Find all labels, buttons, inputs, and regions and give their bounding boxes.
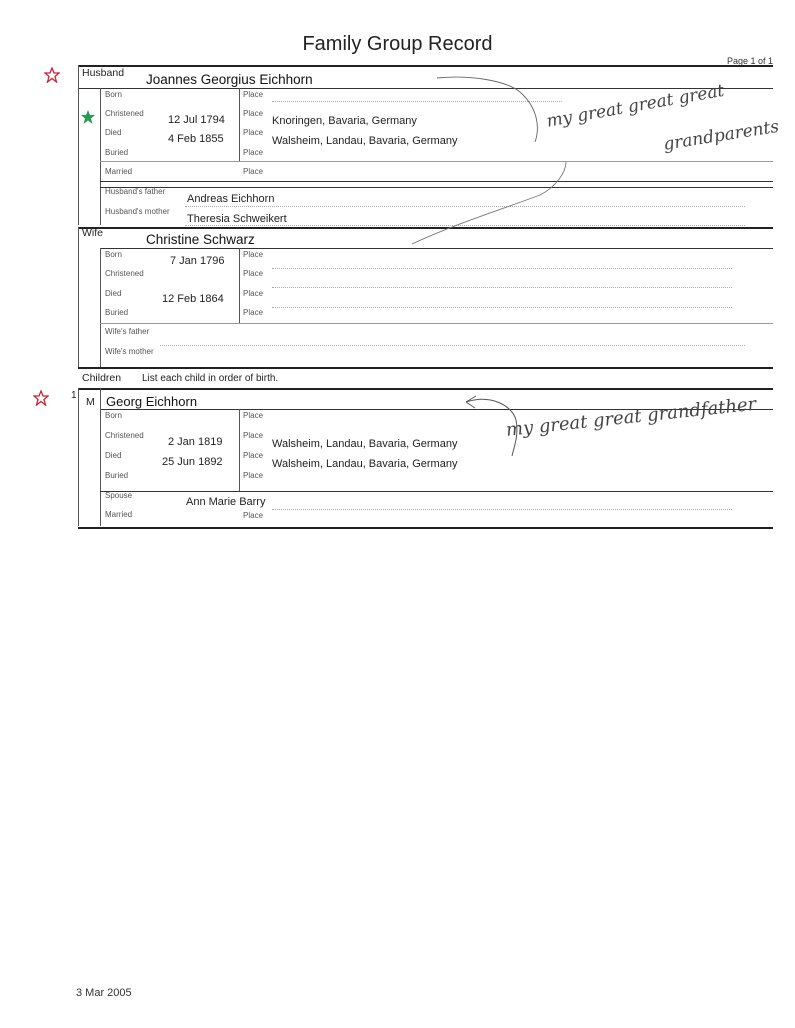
husbands-mother-label: Husband's mother xyxy=(105,207,170,216)
buried-label: Buried xyxy=(105,308,129,317)
born-label: Born xyxy=(105,250,122,259)
christened-label: Christened xyxy=(105,269,144,278)
children-instructions: List each child in order of birth. xyxy=(142,373,279,384)
place-label: Place xyxy=(243,511,264,520)
place-label: Place xyxy=(243,250,264,259)
married-label: Married xyxy=(105,510,133,519)
husband-christened-date: 12 Jul 1794 xyxy=(168,114,225,126)
buried-label: Buried xyxy=(105,471,129,480)
handwritten-note: my great great great xyxy=(545,80,726,132)
place-label: Place xyxy=(243,148,264,157)
wifes-mother-label: Wife's mother xyxy=(105,347,154,356)
place-label: Place xyxy=(243,308,264,317)
child-christened-place: Walsheim, Landau, Bavaria, Germany xyxy=(272,438,458,450)
wife-heading: Wife xyxy=(82,227,103,239)
wife-died-date: 12 Feb 1864 xyxy=(162,293,224,305)
place-label: Place xyxy=(243,451,264,460)
child-died-place: Walsheim, Landau, Bavaria, Germany xyxy=(272,458,458,470)
husband-mother-name: Theresia Schweikert xyxy=(187,213,287,225)
place-label: Place xyxy=(243,109,264,118)
wife-born-date: 7 Jan 1796 xyxy=(170,255,225,267)
child-name: Georg Eichhorn xyxy=(106,394,198,409)
place-label: Place xyxy=(243,289,264,298)
husband-father-name: Andreas Eichhorn xyxy=(187,193,275,205)
place-label: Place xyxy=(243,90,264,99)
place-label: Place xyxy=(243,269,264,278)
child-died-date: 25 Jun 1892 xyxy=(162,456,223,468)
children-heading: Children xyxy=(82,372,122,384)
child-sex: M xyxy=(86,396,95,408)
christened-label: Christened xyxy=(105,431,144,440)
died-label: Died xyxy=(105,451,122,460)
husband-heading: Husband xyxy=(82,67,125,79)
place-label: Place xyxy=(243,471,264,480)
child-christened-date: 2 Jan 1819 xyxy=(168,436,223,448)
died-label: Died xyxy=(105,128,122,137)
husband-name: Joannes Georgius Eichhorn xyxy=(146,72,313,87)
born-label: Born xyxy=(105,411,122,420)
husbands-father-label: Husband's father xyxy=(105,187,166,196)
married-label: Married xyxy=(105,167,133,176)
husband-died-place: Walsheim, Landau, Bavaria, Germany xyxy=(272,135,458,147)
buried-label: Buried xyxy=(105,148,129,157)
print-date: 3 Mar 2005 xyxy=(76,987,132,999)
handwritten-note: grandparents xyxy=(662,116,781,155)
handwritten-note: my great great grandfather xyxy=(505,393,758,441)
page-number: Page 1 of 1 xyxy=(726,56,773,66)
husband-died-date: 4 Feb 1855 xyxy=(168,133,224,145)
place-label: Place xyxy=(243,431,264,440)
document-title: Family Group Record xyxy=(302,33,493,55)
child-spouse-name: Ann Marie Barry xyxy=(186,496,266,508)
child-number: 1 xyxy=(71,390,77,401)
born-label: Born xyxy=(105,90,122,99)
wife-name: Christine Schwarz xyxy=(146,232,255,247)
wifes-father-label: Wife's father xyxy=(105,327,150,336)
place-label: Place xyxy=(243,411,264,420)
place-label: Place xyxy=(243,167,264,176)
spouse-label: Spouse xyxy=(105,491,133,500)
place-label: Place xyxy=(243,128,264,137)
died-label: Died xyxy=(105,289,122,298)
christened-label: Christened xyxy=(105,109,144,118)
husband-christened-place: Knoringen, Bavaria, Germany xyxy=(272,115,417,127)
